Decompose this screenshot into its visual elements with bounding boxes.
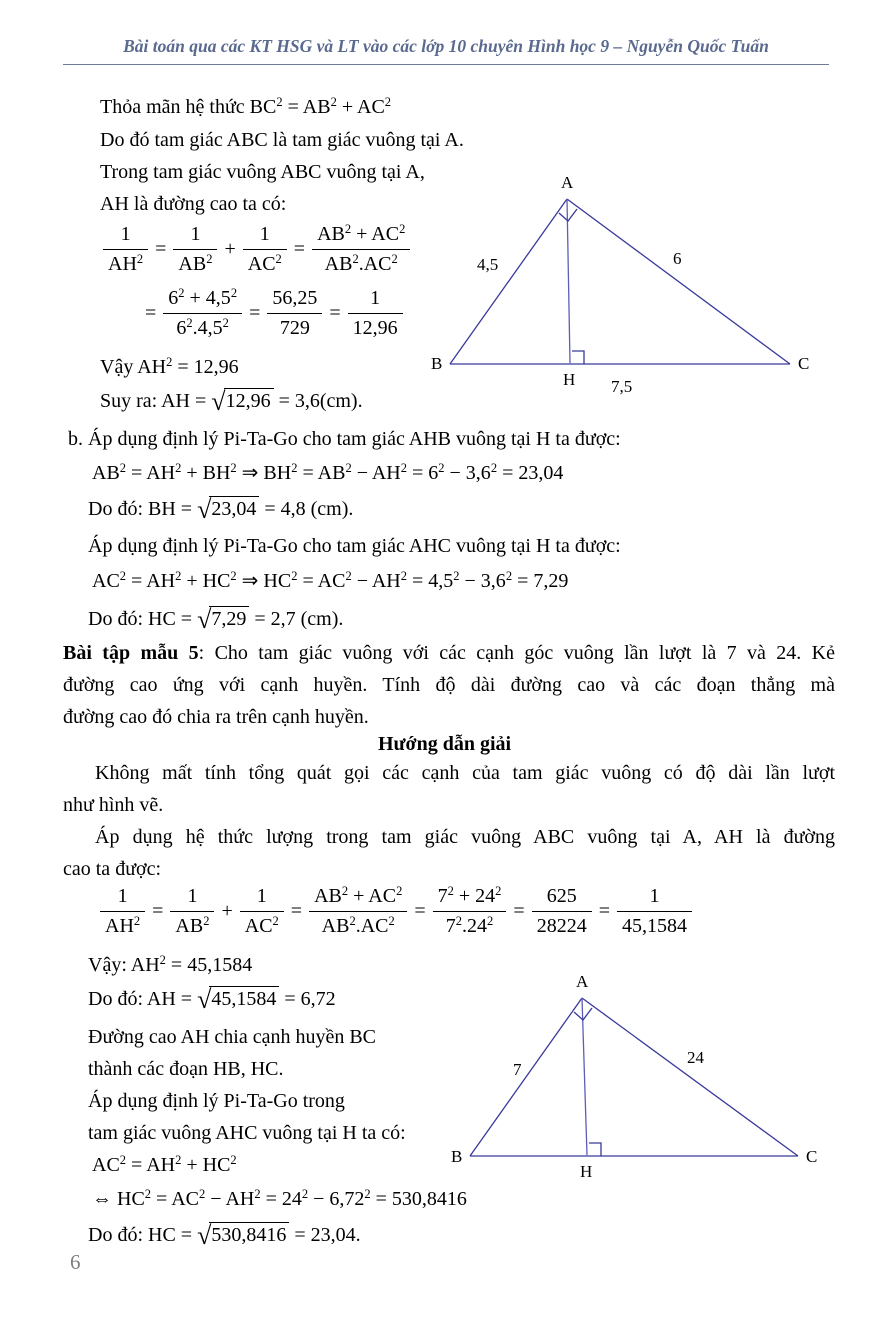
paragraph-problem5-line2: đường cao ứng với cạnh huyền. Tính độ dài đường cao và các đoạn thẳng mà bbox=[63, 674, 835, 696]
fig2-label-a: A bbox=[576, 972, 589, 991]
text-line-in-triangle: Trong tam giác vuông ABC vuông tại A, bbox=[100, 161, 425, 183]
fig1-right-angle-h-icon bbox=[572, 351, 584, 364]
fig1-side-ab bbox=[450, 199, 567, 364]
problem5-text: : Cho tam giác vuông với các cạnh góc vuông lần lượt là 7 và 24. Kẻ bbox=[198, 642, 835, 664]
paragraph-problem5-line1 bbox=[63, 638, 835, 668]
figure-triangle-1 bbox=[425, 168, 885, 400]
formula-bh-squared: $AB^2 = AH^2 + BH^2$ ⇒ $BH^2 = AB^2 - AH^2 = 6^2 - 3,6^2 = 23,04$ bbox=[92, 461, 564, 484]
text-line-hc-value: Do đó: HC = √7,29 = 2,7 (cm). bbox=[88, 605, 344, 634]
solution-line-4: cao ta được: bbox=[63, 858, 162, 880]
text-line-part-b: b. Áp dụng định lý Pi-Ta-Go cho tam giác AHB vuông tại H ta được: bbox=[68, 428, 621, 450]
text-line-pitago-in: Áp dụng định lý Pi-Ta-Go trong bbox=[88, 1090, 345, 1112]
text-line-right-triangle: Do đó tam giác ABC là tam giác vuông tại A. bbox=[100, 129, 464, 151]
solution-line-1: Không mất tính tổng quát gọi các cạnh của tam giác vuông có độ dài lần lượt bbox=[95, 762, 835, 784]
fig2-label-b: B bbox=[451, 1147, 463, 1166]
problem5-label: Bài tập mẫu 5 bbox=[63, 642, 199, 664]
formula-ac-squared: $AC^2 = AH^2 + HC^2$ bbox=[92, 1153, 237, 1176]
fig2-side-ac bbox=[582, 998, 798, 1156]
equation-ah-fractions-3: $\frac{1}{AH^2}$ = $\frac{1}{AB^2}$ + $\frac{1}{AC^2}$ = $\frac{AB^2 + AC^2}{AB^2.AC^2}$ = $\frac{7^2 + 24^2}{7^2.24^2}$ = $\frac{625}{28224}$ = $\frac{1}{45,1584}$ bbox=[100, 884, 692, 939]
figure-triangle-2 bbox=[435, 965, 880, 1183]
fig1-label-b: B bbox=[431, 354, 443, 373]
equation-ah-fractions-2: = $\frac{6^2 + 4,5^2}{6^2.4,5^2}$ = $\frac{56,25}{729}$ = $\frac{1}{12,96}$ bbox=[138, 286, 403, 341]
text-line-vay-ah2-2: Vậy: $AH^2 = 45,1584$ bbox=[88, 953, 253, 976]
text-line-hc-final: Do đó: HC = √530,8416 = 23,04. bbox=[88, 1221, 361, 1250]
text-line-pitago-ahc: Áp dụng định lý Pi-Ta-Go cho tam giác AHC vuông tại H ta được: bbox=[88, 535, 621, 557]
formula-hc-squared: $AC^2 = AH^2 + HC^2$ ⇒ $HC^2 = AC^2 - AH^2 = 4,5^2 - 3,6^2 = 7,29$ bbox=[92, 569, 569, 592]
fig1-label-c: C bbox=[798, 354, 810, 373]
page-number: 6 bbox=[70, 1250, 81, 1274]
paragraph-problem5-line3: đường cao đó chia ra trên cạnh huyền. bbox=[63, 706, 369, 728]
text-line-suy-ra-ah: Suy ra: AH = √12,96 = 3,6(cm). bbox=[100, 387, 363, 416]
fig1-label-a: A bbox=[561, 173, 574, 192]
formula-hc-squared-2: ⇔ $HC^2 = AC^2 - AH^2 = 24^2 - 6,72^2 = 530,8416$ bbox=[92, 1187, 467, 1210]
text-line-ah-sqrt: Do đó: AH = √45,1584 = 6,72 bbox=[88, 985, 336, 1014]
fig1-side-bc-value: 7,5 bbox=[611, 377, 633, 396]
solution-line-3: Áp dụng hệ thức lượng trong tam giác vuông ABC vuông tại A, AH là đường bbox=[95, 826, 835, 848]
text-line-vay-ah2: Vậy $AH^2 = 12,96$ bbox=[100, 355, 239, 378]
fig2-side-ab bbox=[470, 998, 582, 1156]
text-line-ahc-at-h: tam giác vuông AHC vuông tại H ta có: bbox=[88, 1122, 406, 1144]
text-line-segments: thành các đoạn HB, HC. bbox=[88, 1058, 284, 1080]
fig1-label-h: H bbox=[563, 370, 576, 389]
page-header-title: Bài toán qua các KT HSG và LT vào các lớp 10 chuyên Hình học 9 – Nguyễn Quốc Tuấn bbox=[123, 36, 769, 56]
solution-line-2: như hình vẽ. bbox=[63, 794, 164, 816]
fig2-side-ac-value: 24 bbox=[687, 1048, 704, 1067]
fig2-side-ab-value: 7 bbox=[513, 1060, 522, 1079]
fig2-label-c: C bbox=[806, 1147, 818, 1166]
fig1-side-ac bbox=[567, 199, 790, 364]
text-line-altitude-intro: AH là đường cao ta có: bbox=[100, 193, 287, 215]
fig2-right-angle-h-icon bbox=[589, 1143, 601, 1156]
equation-ah-fractions-1: $\frac{1}{AH^2}$ = $\frac{1}{AB^2}$ + $\frac{1}{AC^2}$ = $\frac{AB^2 + AC^2}{AB^2.AC^2}$ bbox=[103, 222, 410, 277]
fig2-label-h: H bbox=[580, 1162, 593, 1181]
fig2-altitude-ah bbox=[582, 998, 587, 1155]
text-line-hypothesis: Thỏa mãn hệ thức $BC^2 = AB^2 + AC^2$ bbox=[100, 95, 392, 118]
fig1-side-ac-value: 6 bbox=[673, 249, 682, 268]
page-header bbox=[63, 36, 829, 65]
fig1-side-ab-value: 4,5 bbox=[477, 255, 499, 274]
text-line-altitude-div: Đường cao AH chia cạnh huyền BC bbox=[88, 1026, 377, 1048]
fig1-altitude-ah bbox=[567, 199, 570, 363]
text-line-bh-value: Do đó: BH = √23,04 = 4,8 (cm). bbox=[88, 495, 354, 524]
solution-heading: Hướng dẫn giải bbox=[377, 733, 512, 755]
